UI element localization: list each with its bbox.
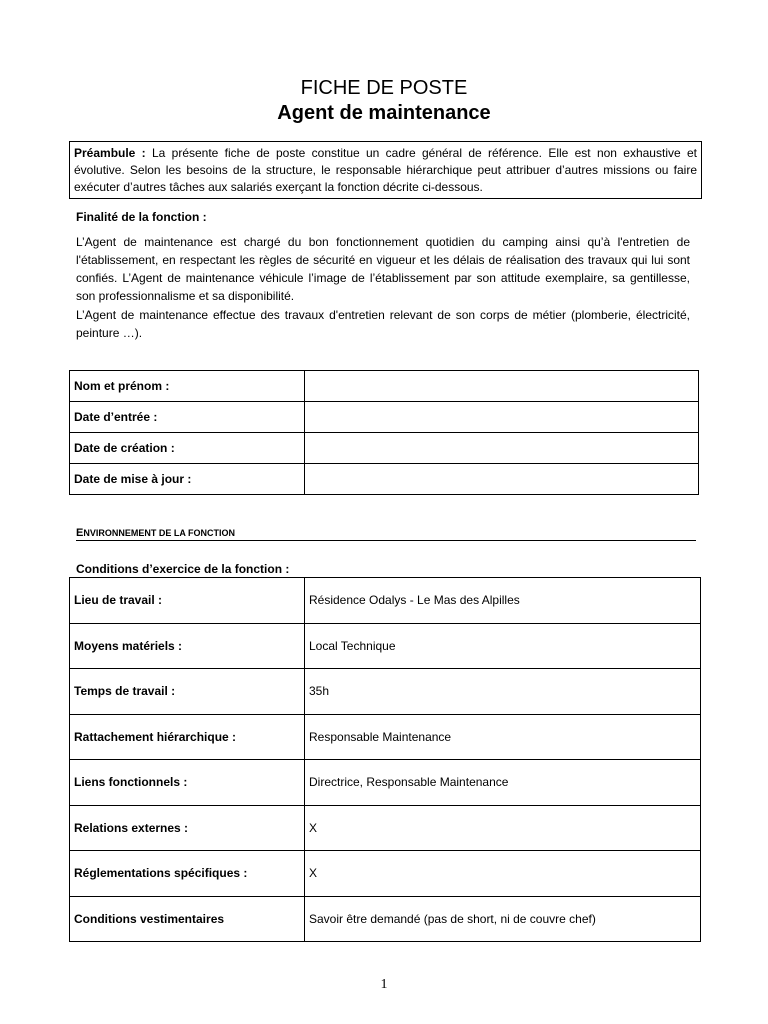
identity-label: Nom et prénom : (70, 371, 305, 402)
table-row (70, 623, 701, 669)
condition-value: Savoir être demandé (pas de short, ni de couvre chef) (305, 896, 701, 942)
condition-label: Temps de travail : (70, 669, 305, 715)
condition-value: Résidence Odalys - Le Mas des Alpilles (305, 578, 701, 624)
environment-heading: ENVIRONNEMENT DE LA FONCTION (76, 527, 696, 541)
table-row (70, 669, 701, 715)
condition-value: X (305, 805, 701, 851)
identity-value (305, 464, 699, 495)
condition-label: Rattachement hiérarchique : (70, 714, 305, 760)
identity-value (305, 371, 699, 402)
table-row (70, 464, 699, 495)
finalite-heading: Finalité de la fonction : (76, 210, 207, 224)
preamble-text: La présente fiche de poste constitue un cadre général de référence. Elle est non exhaustive et évolutive. Selon les besoins de la structure, le responsable hiérarchique peut attribuer d’autres missions ou faire exécuter d’autres tâches aux salariés exerçant la fonction décrite ci-dessous. (74, 146, 697, 194)
table-row (70, 760, 701, 806)
finalite-paragraph-2: L’Agent de maintenance effectue des travaux d'entretien relevant de son corps de métier (plomberie, électricité, peinture …). (76, 308, 690, 340)
document-title: FICHE DE POSTE (300, 77, 468, 99)
conditions-table (69, 577, 701, 942)
table-row (70, 805, 701, 851)
condition-value: Local Technique (305, 623, 701, 669)
condition-label: Lieu de travail : (70, 578, 305, 624)
preamble-label: Préambule : (74, 146, 146, 160)
condition-label: Moyens matériels : (70, 623, 305, 669)
identity-value (305, 402, 699, 433)
page-number: 1 (380, 977, 388, 992)
document-subtitle: Agent de maintenance (277, 102, 491, 124)
condition-value: X (305, 851, 701, 897)
condition-label: Liens fonctionnels : (70, 760, 305, 806)
identity-table (69, 370, 699, 495)
condition-value: Directrice, Responsable Maintenance (305, 760, 701, 806)
condition-label: Conditions vestimentaires (70, 896, 305, 942)
identity-label: Date de mise à jour : (70, 464, 305, 495)
table-row (70, 578, 701, 624)
table-row (70, 851, 701, 897)
identity-label: Date de création : (70, 433, 305, 464)
condition-label: Réglementations spécifiques : (70, 851, 305, 897)
identity-label: Date d’entrée : (70, 402, 305, 433)
condition-value: Responsable Maintenance (305, 714, 701, 760)
identity-value (305, 433, 699, 464)
table-row (70, 371, 699, 402)
condition-value: 35h (305, 669, 701, 715)
condition-label: Relations externes : (70, 805, 305, 851)
preamble-box (69, 141, 702, 199)
table-row (70, 714, 701, 760)
table-row (70, 433, 699, 464)
conditions-heading: Conditions d’exercice de la fonction : (76, 562, 290, 576)
table-row (70, 402, 699, 433)
finalite-paragraph-1: L’Agent de maintenance est chargé du bon fonctionnement quotidien du camping ainsi qu’à l'entretien de l'établissement, en respectant les règles de sécurité en vigueur et les délais de réalisation des travaux qui lui sont confiés. L’Agent de maintenance véhicule l’image de l’établissement par son attitude exemplaire, sa gentillesse, son professionnalisme et sa disponibilité. (76, 235, 690, 303)
table-row (70, 896, 701, 942)
